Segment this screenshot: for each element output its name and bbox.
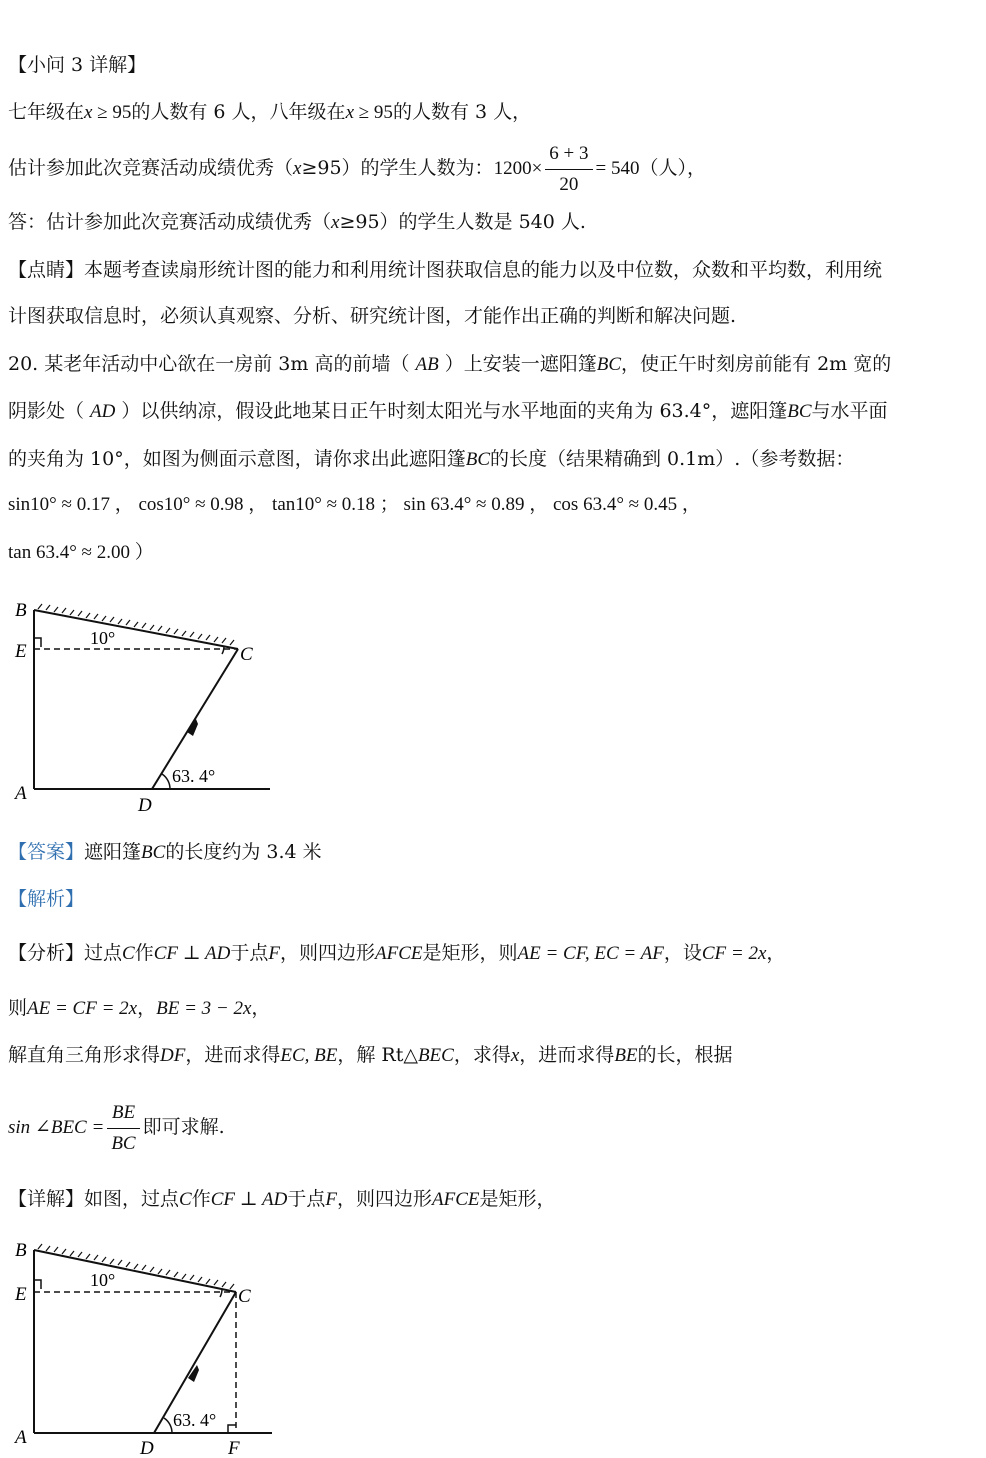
math: CF ⊥ AD: [210, 1189, 288, 1210]
fraction-numerator: BE: [107, 1098, 139, 1129]
text: 估计参加此次竞赛活动成绩优秀（: [8, 157, 294, 179]
text: 与水平面: [811, 400, 888, 422]
text-line: [8, 209, 586, 236]
text: ，: [251, 997, 271, 1019]
label-e: E: [15, 1284, 27, 1305]
text: ，: [137, 997, 157, 1019]
math: BE = 3 − 2x: [156, 998, 252, 1019]
text: ，解 Rt△: [337, 1044, 418, 1066]
text: 七年级在: [8, 101, 85, 123]
angle-arc-634: [164, 1418, 172, 1433]
text: ，: [766, 942, 786, 964]
text: ≥95）的学生人数是 540 人.: [339, 211, 586, 233]
angle-label-634: 63. 4°: [173, 1410, 217, 1430]
math: x: [293, 158, 302, 179]
text: 解直角三角形求得: [8, 1044, 161, 1066]
analysis-line: [8, 1042, 733, 1069]
math: x: [510, 1045, 520, 1066]
math: BC: [596, 354, 622, 375]
math: AE = CF = 2x: [27, 998, 138, 1019]
text: 的长度约为 3.4 米: [165, 841, 322, 863]
text: ≥95）的学生人数为：: [301, 157, 494, 179]
answer-line: [8, 839, 322, 866]
text: ，进而求得: [519, 1044, 615, 1066]
text: 的长度（结果精确到 0.1m）.（参考数据：: [490, 448, 855, 470]
hatch-marks: [38, 1244, 234, 1289]
math: CF = 2x: [701, 943, 767, 964]
math: C: [122, 943, 135, 964]
math: CF ⊥ AD: [153, 943, 231, 964]
text: 的夹角为 10°，如图为侧面示意图，请你求出此遮阳篷: [8, 448, 466, 470]
math: = 540: [595, 158, 640, 179]
label-d: D: [140, 1438, 154, 1458]
text: ，则四边形: [279, 942, 375, 964]
comment-line: 【点睛】本题考查读扇形统计图的能力和利用统计图获取信息的能力以及中位数，众数和平均数，利用统: [8, 259, 883, 281]
text: 则: [8, 997, 28, 1019]
text: 于点: [287, 1188, 326, 1210]
math: BC: [141, 842, 166, 863]
math: ≥ 95: [92, 102, 132, 123]
angle-arc-10: [220, 1289, 222, 1297]
figure-2: [10, 1236, 280, 1458]
text: ，则四边形: [336, 1188, 432, 1210]
awning-bc: [34, 1250, 236, 1292]
text: 的人数有 6 人，八年级在: [131, 101, 346, 123]
text: ，进而求得: [185, 1044, 281, 1066]
fraction-denominator: 20: [559, 173, 579, 195]
awning-bc: [34, 610, 238, 649]
text-line: [8, 99, 531, 126]
label-c: C: [238, 1286, 251, 1307]
text: 【分析】过点: [8, 942, 123, 964]
text: 的长，根据: [637, 1044, 733, 1066]
reference-data: tan 63.4° ≈ 2.00 ）: [8, 542, 154, 563]
math: AE = CF, EC = AF: [517, 943, 664, 964]
question-line: [8, 446, 854, 473]
section-heading: 【小问 3 详解】: [8, 54, 147, 76]
math: AFCE: [432, 1189, 480, 1210]
math: F: [325, 1189, 337, 1210]
math: C: [179, 1189, 192, 1210]
math: x: [84, 102, 93, 123]
text: 的人数有 3 人，: [392, 101, 532, 123]
fraction: [545, 139, 592, 200]
math: BE: [614, 1045, 638, 1066]
label-c: C: [240, 644, 253, 665]
text: 即可求解.: [142, 1116, 225, 1138]
math: F: [268, 943, 280, 964]
text-line: [8, 137, 706, 200]
figure-1: [10, 596, 280, 818]
text: 遮阳篷: [84, 841, 142, 863]
math: x: [331, 212, 340, 233]
analysis-line: [8, 940, 785, 967]
text: 于点: [230, 942, 269, 964]
angle-label-634: 63. 4°: [172, 766, 216, 786]
label-f: F: [228, 1438, 240, 1458]
text: 【详解】如图，过点: [8, 1188, 180, 1210]
text: 作: [191, 1188, 211, 1210]
analysis-tag: 【解析】: [8, 888, 85, 910]
math: 1200×: [493, 158, 543, 179]
analysis-line: [8, 995, 270, 1022]
math: BC: [787, 401, 812, 422]
fraction-numerator: 6 + 3: [545, 139, 592, 170]
text: 作: [134, 942, 154, 964]
question-line: [8, 398, 888, 425]
comment-line: 计图获取信息时，必须认真观察、分析、研究统计图，才能作出正确的判断和解决问题.: [8, 305, 737, 327]
fraction: [107, 1098, 139, 1159]
label-d: D: [138, 795, 152, 816]
math: DF: [160, 1045, 186, 1066]
text: ，设: [663, 942, 702, 964]
angle-arc-634: [162, 774, 170, 789]
text: 答：估计参加此次竞赛活动成绩优秀（: [8, 211, 332, 233]
text: ，使正午时刻房前能有 2m 宽的: [621, 353, 892, 375]
hatch-marks: [38, 604, 234, 645]
text: ）以供纳凉，假设此地某日正午时刻太阳光与水平地面的夹角为 63.4°，遮阳篷: [115, 400, 788, 422]
math: sin ∠BEC =: [8, 1117, 105, 1138]
math: BC: [465, 449, 490, 470]
text: ，求得: [453, 1044, 511, 1066]
text: 20. 某老年活动中心欲在一房前 3m 高的前墙（: [8, 353, 416, 375]
text: ）上安装一遮阳篷: [438, 353, 597, 375]
text: 阴影处（: [8, 400, 91, 422]
math: BEC: [417, 1045, 454, 1066]
label-b: B: [15, 1240, 27, 1261]
math: AB: [415, 354, 439, 375]
right-angle-mark-f: [228, 1425, 236, 1433]
label-e: E: [15, 641, 27, 662]
text: 是矩形，则: [422, 942, 518, 964]
text: （人），: [639, 157, 706, 179]
label-b: B: [15, 600, 27, 621]
question-line: [8, 351, 891, 378]
label-a: A: [15, 1427, 27, 1448]
angle-arc-10: [222, 646, 224, 654]
label-a: A: [15, 783, 27, 804]
answer-tag: 【答案】: [8, 841, 85, 863]
reference-data: sin10° ≈ 0.17 ， cos10° ≈ 0.98 ， tan10° ≈ 0.18 ； sin 63.4° ≈ 0.89 ， cos 63.4° ≈ 0.45 ，: [8, 494, 701, 515]
math: AFCE: [375, 943, 423, 964]
fraction-denominator: BC: [111, 1132, 136, 1154]
angle-label-10: 10°: [90, 628, 116, 648]
math: EC, BE: [280, 1045, 338, 1066]
math: AD: [90, 401, 116, 422]
analysis-line: [8, 1094, 225, 1161]
text: 是矩形，: [479, 1188, 556, 1210]
angle-label-10: 10°: [90, 1270, 116, 1290]
math: ≥ 95: [354, 102, 393, 123]
detail-line: [8, 1186, 556, 1213]
right-angle-mark: [34, 1280, 41, 1289]
right-angle-mark: [34, 638, 41, 647]
math: x: [345, 102, 354, 123]
